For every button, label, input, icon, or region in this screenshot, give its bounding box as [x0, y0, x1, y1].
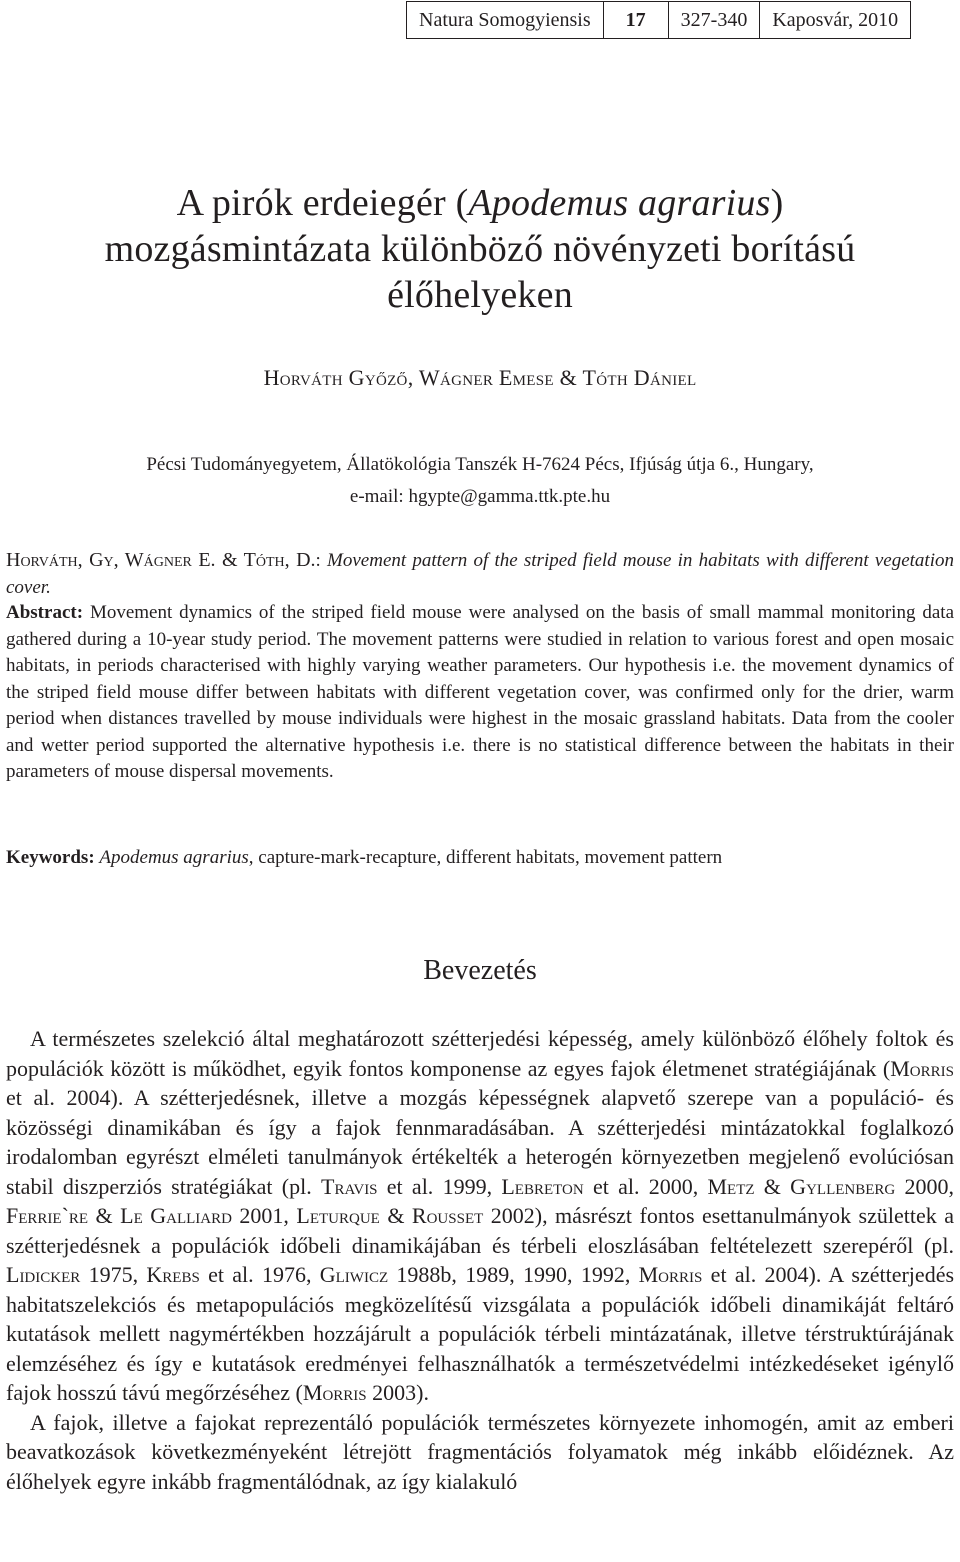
author-ref: Morris: [638, 1262, 703, 1287]
text-run: 1988b, 1989, 1990, 1992,: [388, 1262, 639, 1287]
author-ref: Travis: [321, 1173, 378, 1199]
text-run: et al. 2004). A szétterjedésnek, illetve a mozgás képességnek alapvető szerepe van a populáció- és közösségi dinamikában és így a fajok fennmaradásában. A szétterjedési mintázatokkal foglalkozó irodalomban egyrészt elméleti tanulmányok értékelték a heterogén környezetben megjelenő evolúciósan stabil diszperziós stratégiákat (pl.: [6, 1085, 954, 1199]
title-line-3: élőhelyeken: [387, 274, 573, 316]
keywords-list: , capture-mark-recapture, different habitats, movement pattern: [248, 847, 723, 868]
keywords: [6, 845, 954, 872]
author-ref: Morris: [302, 1380, 367, 1405]
journal-header: [406, 1, 911, 39]
author-list: Horváth Győző, Wágner Emese & Tóth Dániel: [263, 365, 697, 390]
author-ref: Morris: [890, 1055, 954, 1081]
title-text: ): [770, 182, 784, 224]
text-run: et al. 1976,: [199, 1262, 320, 1287]
text-run: et al. 2000,: [583, 1173, 708, 1199]
text-run: 2000,: [895, 1173, 954, 1199]
section-heading: Bevezetés: [423, 955, 537, 986]
text-run: 2001,: [231, 1203, 297, 1228]
journal-name: Natura Somogyiensis: [407, 2, 604, 39]
text-run: 2003).: [366, 1380, 429, 1405]
body-text: [6, 1024, 954, 1496]
author-ref: Ferrie`re & Le Galliard: [6, 1203, 232, 1228]
author-ref: Krebs: [146, 1262, 200, 1287]
citation-title: Movement pattern of the striped field mouse in habitats with different vegetation cover.: [6, 550, 954, 598]
author-ref: Gliwicz: [319, 1262, 389, 1287]
author-ref: Lebreton: [501, 1173, 584, 1199]
abstract-text: Movement dynamics of the striped field mouse were analysed on the basis of small mammal monitoring data gathered during a 10-year study period. The movement patterns were studied in relation to various forest and open mosaic habitats, in periods characterised with highly varying weather parameters. Our hypothesis i.e. the movement dynamics of the striped field mouse differ between habitats with different vegetation cover, was confirmed only for the drier, warm period when distances travelled by mouse individuals were highest in the mosaic grassland habitats. Data from the cooler and wetter period supported the alternative hypothesis i.e. there is no statistical difference between the habitats in their parameters of mouse dispersal movements.: [6, 602, 954, 782]
paragraph-1: [6, 1024, 954, 1408]
journal-place-year: Kaposvár, 2010: [760, 2, 911, 39]
author-ref: Lidicker: [6, 1262, 81, 1287]
citation-authors: Horváth, Gy, Wágner E. & Tóth, D.: [6, 549, 316, 571]
text-run: et al. 1999,: [377, 1173, 502, 1199]
author-ref: Metz & Gyllenberg: [707, 1173, 896, 1199]
journal-volume: 17: [603, 2, 668, 39]
paper-title: [0, 180, 960, 318]
title-line-2: mozgásmintázata különböző növényzeti borítású: [104, 228, 856, 270]
abstract: [6, 600, 954, 786]
title-species: Apodemus agrarius: [468, 182, 771, 224]
affiliation-email: e-mail: hgypte@gamma.ttk.pte.hu: [349, 486, 611, 507]
text-run: et al. 2004). A szétterjedés habitatszelekciós és metapopulációs megközelítésű vizsgálata a populációk időbeli dinamikáját feltáró kutatások mellett nagymértékben hozzájárult a populációk térbeli mintázatának, illetve térstruktúrájának elemzéséhez és így e kutatások eredményei felhasználhatók a természetvédelmi intézkedéseket igénylő fajok hosszú távú megőrzéséhez (: [6, 1262, 955, 1405]
journal-pages: 327-340: [668, 2, 760, 39]
text-run: A természetes szelekció által meghatározott szétterjedési képesség, amely különböző élőhely foltok és populációk között is működhet, egyik fontos komponense az egyes fajok életmenet stratégiájának (: [6, 1026, 954, 1081]
text-run: 1975,: [80, 1262, 147, 1287]
paragraph-2: A fajok, illetve a fajokat reprezentáló populációk természetes környezete inhomogén, amit az emberi beavatkozások következményeként létrejött fragmentációs folyamatok még inkább előidéznek. Az élőhelyek egyre inkább fragmentálódnak, az így kialakuló: [6, 1409, 954, 1494]
author-ref: Leturque & Rousset: [296, 1203, 484, 1228]
affiliation-address: Pécsi Tudományegyetem, Állatökológia Tanszék H-7624 Pécs, Ifjúság útja 6., Hungary,: [146, 454, 814, 475]
english-citation: [6, 547, 954, 601]
abstract-label: Abstract:: [6, 602, 84, 623]
keywords-species: Apodemus agrarius: [99, 847, 249, 868]
text-run: 2002), másrészt fontos esettanulmányok születtek a szétterjedésnek a populációk időbeli dinamikájában és térbeli eloszlásában feltételezett szerepéről (pl.: [6, 1203, 954, 1258]
affiliation: [0, 449, 960, 513]
keywords-label: Keywords:: [6, 847, 95, 868]
title-text: A pirók erdeiegér (: [176, 182, 469, 224]
title-line-1: [0, 180, 960, 226]
citation-separator: :: [315, 550, 328, 571]
